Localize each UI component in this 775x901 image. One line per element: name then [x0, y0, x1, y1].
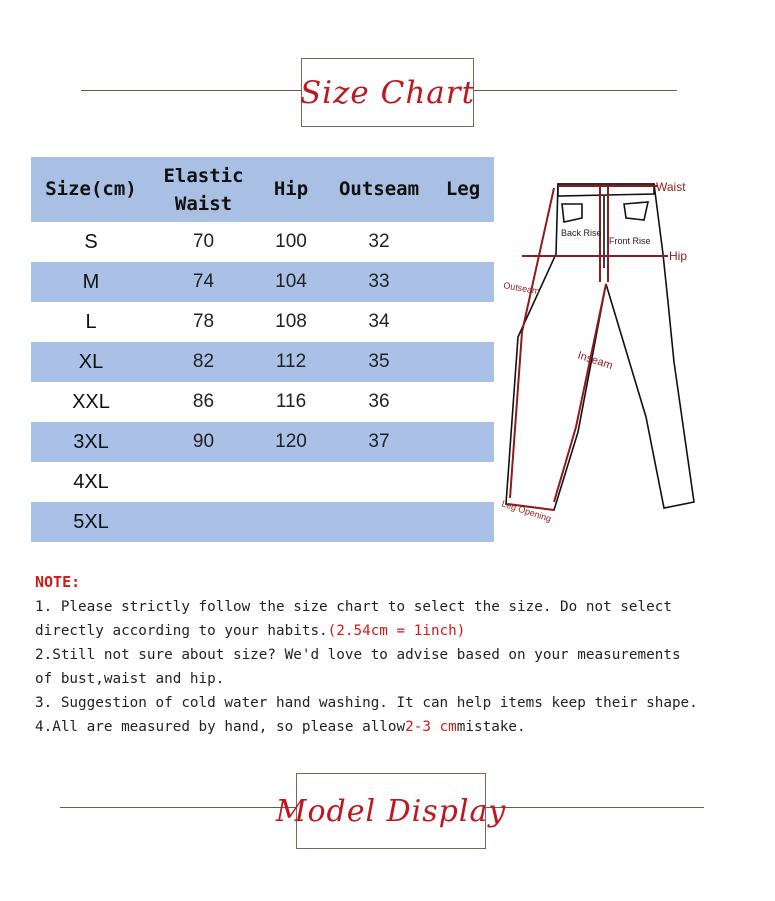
table-row [31, 262, 494, 302]
header-elastic-waist: Elastic Waist [151, 157, 256, 222]
table-row [31, 342, 494, 382]
notes-title: NOTE: [35, 573, 81, 591]
model-display-rule-right [484, 807, 704, 808]
header-size: Size(cm) [31, 157, 151, 222]
outseam-measure-line [510, 188, 554, 498]
leg-cell [432, 422, 494, 462]
header-hip: Hip [256, 157, 326, 222]
waist-cell: 86 [192, 391, 215, 412]
label-waist: Waist [656, 180, 686, 194]
waist-cell: 78 [192, 311, 215, 332]
hip-cell: 100 [275, 231, 307, 252]
size-chart-rule-right [472, 90, 677, 91]
size-chart-rule-left [81, 90, 302, 91]
note-line: directly according to your habits.(2.54cm = 1inch) [35, 623, 466, 639]
pants-left-pocket [562, 204, 582, 222]
outseam-cell: 35 [326, 342, 432, 382]
outseam-cell: 33 [326, 262, 432, 302]
hip-cell: 112 [256, 342, 326, 382]
pants-measurement-diagram [498, 172, 698, 524]
hip-cell: 116 [275, 391, 307, 412]
inseam-measure-line [554, 284, 606, 502]
size-table-header-row [31, 157, 494, 222]
outseam-cell [326, 502, 432, 542]
size-cell: 5XL [31, 502, 151, 542]
waist-cell: 70 [192, 231, 215, 252]
hip-cell: 108 [275, 311, 307, 332]
label-outseam: Outseam [502, 280, 541, 297]
size-cell: 4XL [73, 470, 109, 493]
size-chart-title-box [301, 58, 474, 127]
model-display-rule-left [60, 807, 297, 808]
size-chart-title: Size Chart [299, 74, 476, 111]
waist-cell: 90 [151, 422, 256, 462]
header-outseam: Outseam [326, 157, 432, 222]
table-row [31, 422, 494, 462]
leg-cell [432, 222, 494, 262]
header-leg: Leg [432, 157, 494, 222]
leg-cell [432, 342, 494, 382]
model-display-title-box [275, 773, 507, 849]
hip-cell [256, 462, 326, 502]
note-line: 1. Please strictly follow the size chart to select the size. Do not select [35, 599, 672, 615]
note-line: 2.Still not sure about size? We'd love to advise based on your measurements [35, 647, 681, 663]
waist-cell: 82 [151, 342, 256, 382]
outseam-cell: 32 [368, 231, 390, 252]
leg-cell [432, 262, 494, 302]
model-display-title: Model Display [275, 793, 507, 829]
size-cell: M [31, 262, 151, 302]
leg-cell [432, 462, 494, 502]
inch-conversion: (2.54cm = 1inch) [327, 623, 466, 639]
label-inseam: Inseam [576, 349, 615, 373]
table-row [31, 382, 494, 422]
hip-cell [256, 502, 326, 542]
leg-cell [432, 502, 494, 542]
tolerance-value: 2-3 cm [405, 719, 457, 735]
note-line: of bust,waist and hip. [35, 671, 225, 687]
label-back-rise: Back Rise [561, 228, 602, 238]
waist-cell: 74 [151, 262, 256, 302]
note-line: 3. Suggestion of cold water hand washing. It can help items keep their shape. [35, 695, 698, 711]
size-cell: 3XL [31, 422, 151, 462]
hip-cell: 120 [256, 422, 326, 462]
size-cell: XXL [72, 390, 110, 413]
label-leg-opening: Leg Opening [500, 498, 553, 524]
size-cell: L [85, 310, 97, 333]
size-cell: S [84, 230, 98, 253]
waist-cell [151, 462, 256, 502]
pants-right-pocket [624, 202, 648, 220]
hip-cell: 104 [256, 262, 326, 302]
outseam-cell: 36 [368, 391, 390, 412]
table-row [31, 462, 494, 502]
outseam-cell [326, 462, 432, 502]
size-table [31, 157, 494, 542]
waist-cell [151, 502, 256, 542]
leg-cell [432, 382, 494, 422]
table-row [31, 502, 494, 542]
table-row [31, 222, 494, 262]
label-front-rise: Front Rise [609, 236, 651, 246]
label-hip: Hip [669, 249, 688, 263]
table-row [31, 302, 494, 342]
notes-section [35, 570, 755, 739]
size-cell: XL [31, 342, 151, 382]
outseam-cell: 37 [326, 422, 432, 462]
note-line: 4.All are measured by hand, so please allow2-3 cmmistake. [35, 719, 526, 735]
leg-cell [432, 302, 494, 342]
outseam-cell: 34 [368, 311, 390, 332]
